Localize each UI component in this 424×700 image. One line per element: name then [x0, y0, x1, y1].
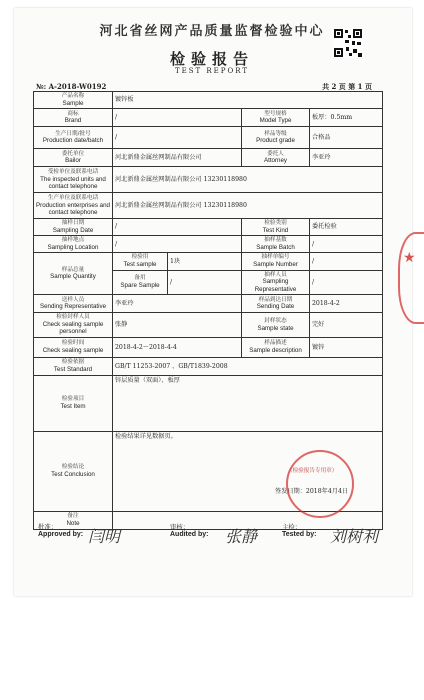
sending-date-value: 2018-4-2: [310, 295, 383, 313]
org-name: 河北省丝网产品质量监督检验中心: [99, 24, 325, 39]
attorney-value: 李亚玲: [310, 149, 383, 167]
bailor-label: 委托单位 Bailor: [34, 149, 113, 167]
test-item-value: 锌层质量（双面）、板厚: [113, 375, 383, 431]
sending-rep-label: 送样人员 Sending Representative: [34, 295, 113, 313]
sending-rep-value: 李亚玲: [113, 295, 242, 313]
page-count: 共 2 页 第 1 页: [322, 82, 372, 91]
issue-date: 签发日期：2018年4月4日: [275, 488, 349, 495]
sample-state-value: 完好: [310, 313, 383, 338]
sample-label: 产品名称 Sample: [34, 92, 113, 109]
row-sample: [34, 92, 383, 109]
brand-value: /: [113, 109, 242, 127]
standard-value: GB/T 11253-2007 、GB/T1839-2008: [113, 357, 383, 375]
row-test-item: [34, 375, 383, 431]
inspected-value: 河北新鼎金属丝网制品有限公司 13230118980: [113, 167, 383, 193]
sample-batch-label: 抽样基数 Sample Batch: [242, 236, 310, 253]
row-production: [34, 127, 383, 149]
inspected-label: 受检单位及联系电话 The inspected units and contact telephone: [34, 167, 113, 193]
production-date-value: /: [113, 127, 242, 149]
spare-sample-value: /: [168, 270, 242, 295]
test-sample-value: 1块: [168, 253, 242, 270]
sample-description-value: 镀锌: [310, 337, 383, 357]
report-number: №: A-2018-W0192: [36, 82, 107, 91]
production-date-label: 生产日期/批号 Production date/batch: [34, 127, 113, 149]
sample-description-label: 样品描述 Sample description: [242, 337, 310, 357]
row-standard: [34, 357, 383, 375]
row-inspected: [34, 167, 383, 193]
tested-signature: 刘树利: [330, 527, 379, 546]
check-time-label: 检验时间 Check sealing sample: [34, 337, 113, 357]
row-brand: [34, 109, 383, 127]
row-test-sample: [34, 253, 383, 270]
audited-by: 审核： Audited by:: [170, 523, 209, 538]
sampling-location-value: /: [113, 236, 242, 253]
sending-date-label: 样品到达日期 Sending Date: [242, 295, 310, 313]
report-seal-caption: （检验报告专用章）: [287, 468, 338, 474]
test-sample-label: 检验用 Test sample: [113, 253, 168, 270]
note-label: 备注 Note: [34, 511, 113, 529]
bailor-value: 河北新鼎金属丝网制品有限公司: [113, 149, 242, 167]
star-icon: ★: [403, 250, 416, 266]
standard-label: 检验依据 Test Standard: [34, 357, 113, 375]
sample-batch-value: /: [310, 236, 383, 253]
sample-number-value: /: [310, 253, 383, 270]
attorney-label: 委托人 Attorney: [242, 149, 310, 167]
grade-value: 合格品: [310, 127, 383, 149]
row-producer: [34, 193, 383, 219]
test-kind-label: 检验类别 Test Kind: [242, 219, 310, 236]
row-bailor: [34, 149, 383, 167]
model-value: 板厚：0.5mm: [310, 109, 383, 127]
report-title-en: TEST REPORT: [174, 67, 250, 75]
producer-label: 生产单位及联系电话 Production enterprises and contact telephone: [34, 193, 113, 219]
producer-value: 河北新鼎金属丝网制品有限公司 13230118980: [113, 193, 383, 219]
check-personnel-value: 张静: [113, 313, 242, 338]
side-seal-icon: [398, 232, 424, 324]
spare-sample-label: 备用 Spare Sample: [113, 270, 168, 295]
row-sending-rep: [34, 295, 383, 313]
row-sampling-location: [34, 236, 383, 253]
conclusion-value: 检验结果详见数据页。: [113, 431, 383, 511]
grade-label: 样品等级 Product grade: [242, 127, 310, 149]
test-kind-value: 委托检验: [310, 219, 383, 236]
approved-by: 批准： Approved by:: [38, 523, 84, 538]
official-seal-icon: [286, 450, 354, 518]
sampling-rep-label: 抽样人员 Sampling Representative: [242, 270, 310, 295]
sampling-date-value: /: [113, 219, 242, 236]
sampling-rep-value: /: [310, 270, 383, 295]
check-time-value: 2018-4-2～2018-4-4: [113, 337, 242, 357]
sample-number-label: 抽样单编号 Sample Number: [242, 253, 310, 270]
sample-state-label: 封样状态 Sample state: [242, 313, 310, 338]
test-item-label: 检验项目 Test Item: [34, 375, 113, 431]
report-title: 检验报告: [169, 50, 254, 68]
sampling-location-label: 抽样地点 Sampling Location: [34, 236, 113, 253]
tested-by: 主检： Tested by:: [282, 523, 317, 538]
audited-signature: 张静: [225, 527, 258, 546]
sample-quantity-label: 样品总量 Sample Quantity: [34, 253, 113, 295]
model-label: 型号规格 Model Type: [242, 109, 310, 127]
sample-value: 镀锌板: [113, 92, 383, 109]
row-check-personnel: [34, 313, 383, 338]
brand-label: 商标 Brand: [34, 109, 113, 127]
conclusion-label: 检验结论 Test Conclusion: [34, 431, 113, 511]
row-check-time: [34, 337, 383, 357]
approved-signature: 闫明: [88, 527, 121, 546]
sampling-date-label: 抽样日期 Sampling Date: [34, 219, 113, 236]
check-personnel-label: 检验封样人员 Check sealing sample personnel: [34, 313, 113, 338]
row-sampling-date: [34, 219, 383, 236]
